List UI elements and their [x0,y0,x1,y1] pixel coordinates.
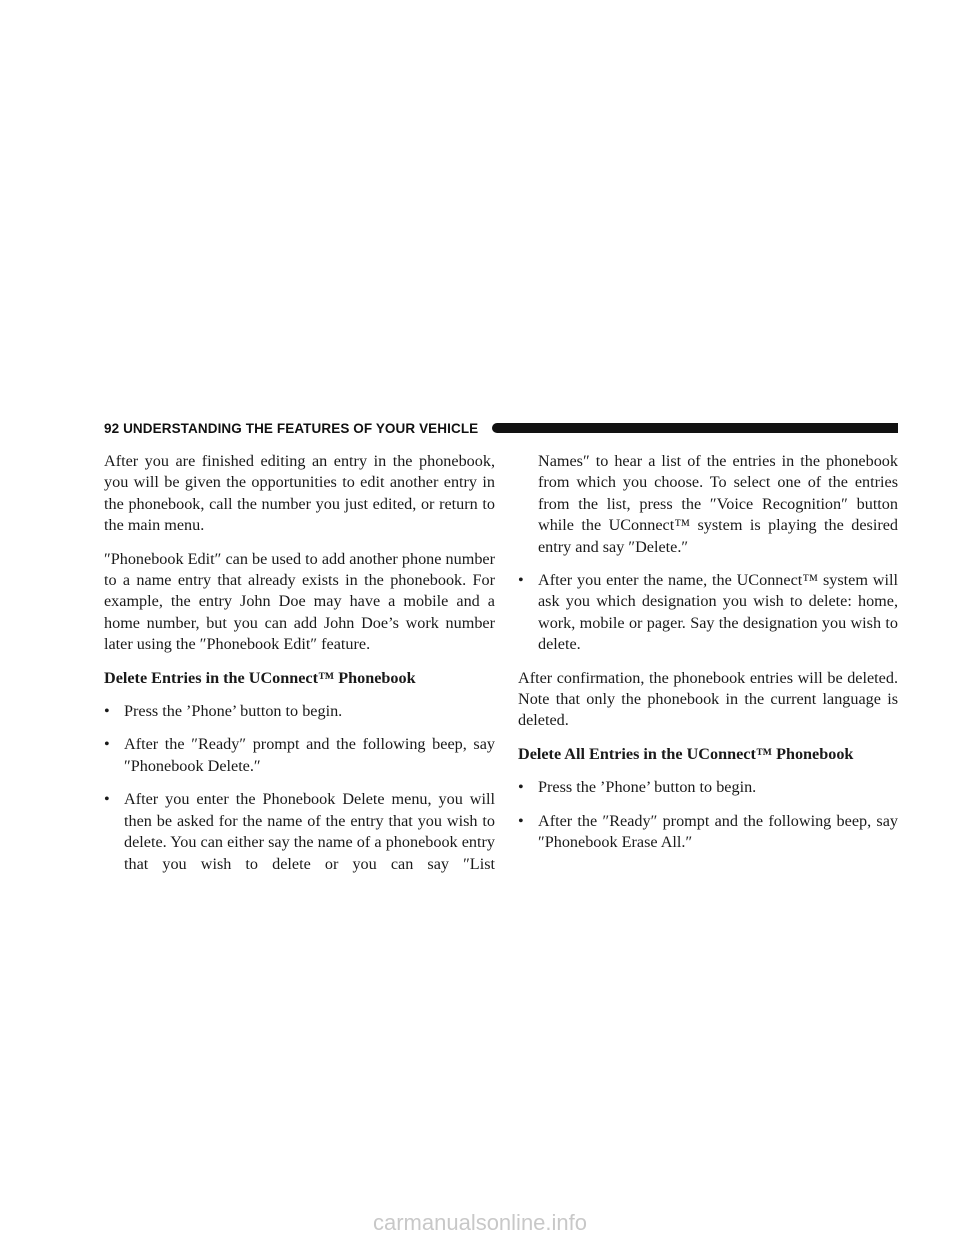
bullet-item [104,789,495,875]
bullet-text: After you enter the name, the UConnect™ system will ask you which designation you wish to delete: home, work, mobile or pager. Say the designation you wish to delete. [538,571,898,654]
heading-delete-all-entries: Delete All Entries in the UConnect™ Phonebook [518,744,854,763]
paragraph-editing-done: After you are finished editing an entry in the phonebook, you will be given the opportunities to edit another entry in the phonebook, call the number you just edited, or return to the main menu. [104,452,495,535]
bullet-text: After you enter the Phonebook Delete menu, you will then be asked for the name of the entry that you wish to delete. You can either say the name of a phonebook entry that you wish to delete or you can say ″List [124,790,495,873]
watermark-footer: carmanualsonline.info [372,1210,588,1235]
bullet-continuation: Names″ to hear a list of the entries in the phonebook from which you choose. To select one of the entries from the list, press the ″Voice Recognition″ button while the UConnect™ system is playing the desired entry and say ″Delete.″ [538,452,898,556]
bullet-item [518,570,898,656]
paragraph-confirmation: After confirmation, the phonebook entries will be deleted. Note that only the phonebook in the current language is deleted. [518,668,898,730]
bullet-icon: • [104,702,110,721]
bullet-item [518,777,898,798]
bullet-text: After the ″Ready″ prompt and the following beep, say ″Phonebook Delete.″ [124,735,495,775]
heading-delete-entries: Delete Entries in the UConnect™ Phonebook [104,668,416,687]
page-header [104,422,898,436]
page-number-and-section-title: 92 UNDERSTANDING THE FEATURES OF YOUR VEHICLE [104,421,479,436]
bullet-icon: • [518,778,524,797]
paragraph-phonebook-edit: ″Phonebook Edit″ can be used to add another phone number to a name entry that already exists in the phonebook. For example, the entry John Doe may have a mobile and a home number, but you can add John Doe’s work number later using the ″Phonebook Edit″ feature. [104,549,495,654]
bullet-text: Press the ’Phone’ button to begin. [124,702,343,721]
bullet-item [518,811,898,854]
bullet-icon: • [104,735,110,754]
bullet-icon: • [104,790,110,809]
bullet-item [104,734,495,777]
header-rule-bar [492,423,898,433]
bullet-text: Press the ’Phone’ button to begin. [538,778,757,797]
bullet-icon: • [518,571,524,590]
bullet-item [104,701,495,722]
bullet-text: After the ″Ready″ prompt and the following beep, say ″Phonebook Erase All.″ [538,811,898,852]
left-column [104,451,495,887]
bullet-icon: • [518,811,524,830]
right-column [518,451,898,866]
